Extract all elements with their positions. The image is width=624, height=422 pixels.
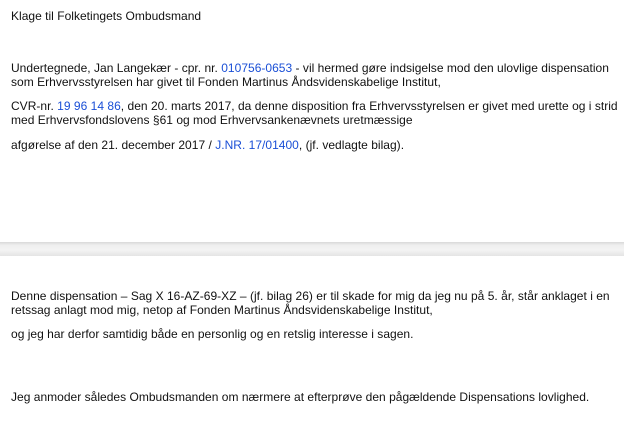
paragraph-3	[11, 138, 404, 152]
journal-number-link[interactable]: J.NR. 17/01400	[215, 138, 299, 152]
page-two	[0, 256, 624, 422]
paragraph-4-line-2: retssag anlagt mod mig, netop af Fonden Martinus Åndsvidenskabelige Institut,	[11, 303, 433, 317]
paragraph-2-line-2: med Erhvervsfondslovens §61 og mod Erhvervsankenævnets uretmæssige	[11, 113, 413, 127]
text-segment: - vil hermed gøre indsigelse mod den ulovlige dispensation	[292, 61, 609, 75]
paragraph-4-line-1: Denne dispensation – Sag X 16-AZ-69-XZ – (jf. bilag 26) er til skade for mig da jeg nu på 5. år, står anklaget i en	[11, 289, 610, 303]
paragraph-2-line-1	[11, 99, 618, 113]
cvr-number-link[interactable]: 19 96 14 86	[57, 99, 121, 113]
cpr-number-link[interactable]: 010756-0653	[221, 61, 293, 75]
paragraph-5: og jeg har derfor samtidig både en personlig og en retslig interesse i sagen.	[11, 327, 414, 341]
text-segment: , den 20. marts 2017, da denne disposition fra Erhvervsstyrelsen er givet med urette og i strid	[120, 99, 618, 113]
text-segment: , (jf. vedlagte bilag).	[298, 138, 405, 152]
letter-heading: Klage til Folketingets Ombudsmand	[11, 9, 202, 23]
text-segment: Undertegnede, Jan Langekær - cpr. nr.	[11, 61, 222, 75]
page-separator	[0, 242, 624, 256]
paragraph-1-line-1	[11, 61, 609, 75]
paragraph-1-line-2: som Erhvervsstyrelsen har givet til Fonden Martinus Åndsvidenskabelige Institut,	[11, 75, 441, 89]
paragraph-6: Jeg anmoder således Ombudsmanden om nærmere at efterprøve den pågældende Dispensations lovlighed.	[11, 390, 590, 404]
text-segment: CVR-nr.	[11, 99, 58, 113]
text-segment: afgørelse af den 21. december 2017 /	[11, 138, 216, 152]
